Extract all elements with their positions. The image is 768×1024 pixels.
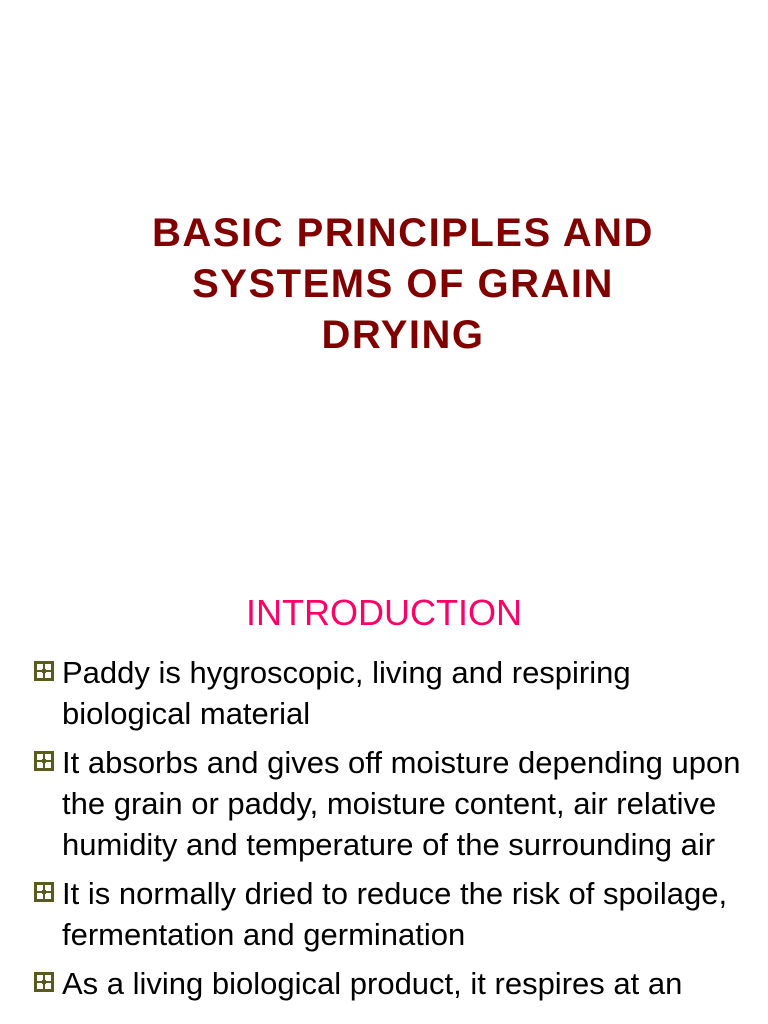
bullet-item [32,873,762,955]
introduction-bullet-list [32,652,762,1012]
introduction-heading: INTRODUCTION [246,592,522,633]
title-line-3: DRYING [321,313,485,357]
bullet-item [32,652,762,734]
slide-title [60,208,746,361]
title-line-1: BASIC PRINCIPLES AND [152,211,654,255]
title-line-2: SYSTEMS OF GRAIN [192,262,614,306]
bullet-item [32,963,762,1004]
square-bullet-icon [34,972,54,992]
bullet-text: It is normally dried to reduce the risk of spoilage, fermentation and germination [62,876,728,952]
bullet-text: Paddy is hygroscopic, living and respiring biological material [62,655,631,731]
square-bullet-icon [34,882,54,902]
bullet-text: It absorbs and gives off moisture depending upon the grain or paddy, moisture content, air relative humidity and temperature of the surrounding air [62,745,741,862]
square-bullet-icon [34,751,54,771]
bullet-text: As a living biological product, it respires at an [62,966,683,1001]
square-bullet-icon [34,661,54,681]
bullet-item [32,742,762,865]
